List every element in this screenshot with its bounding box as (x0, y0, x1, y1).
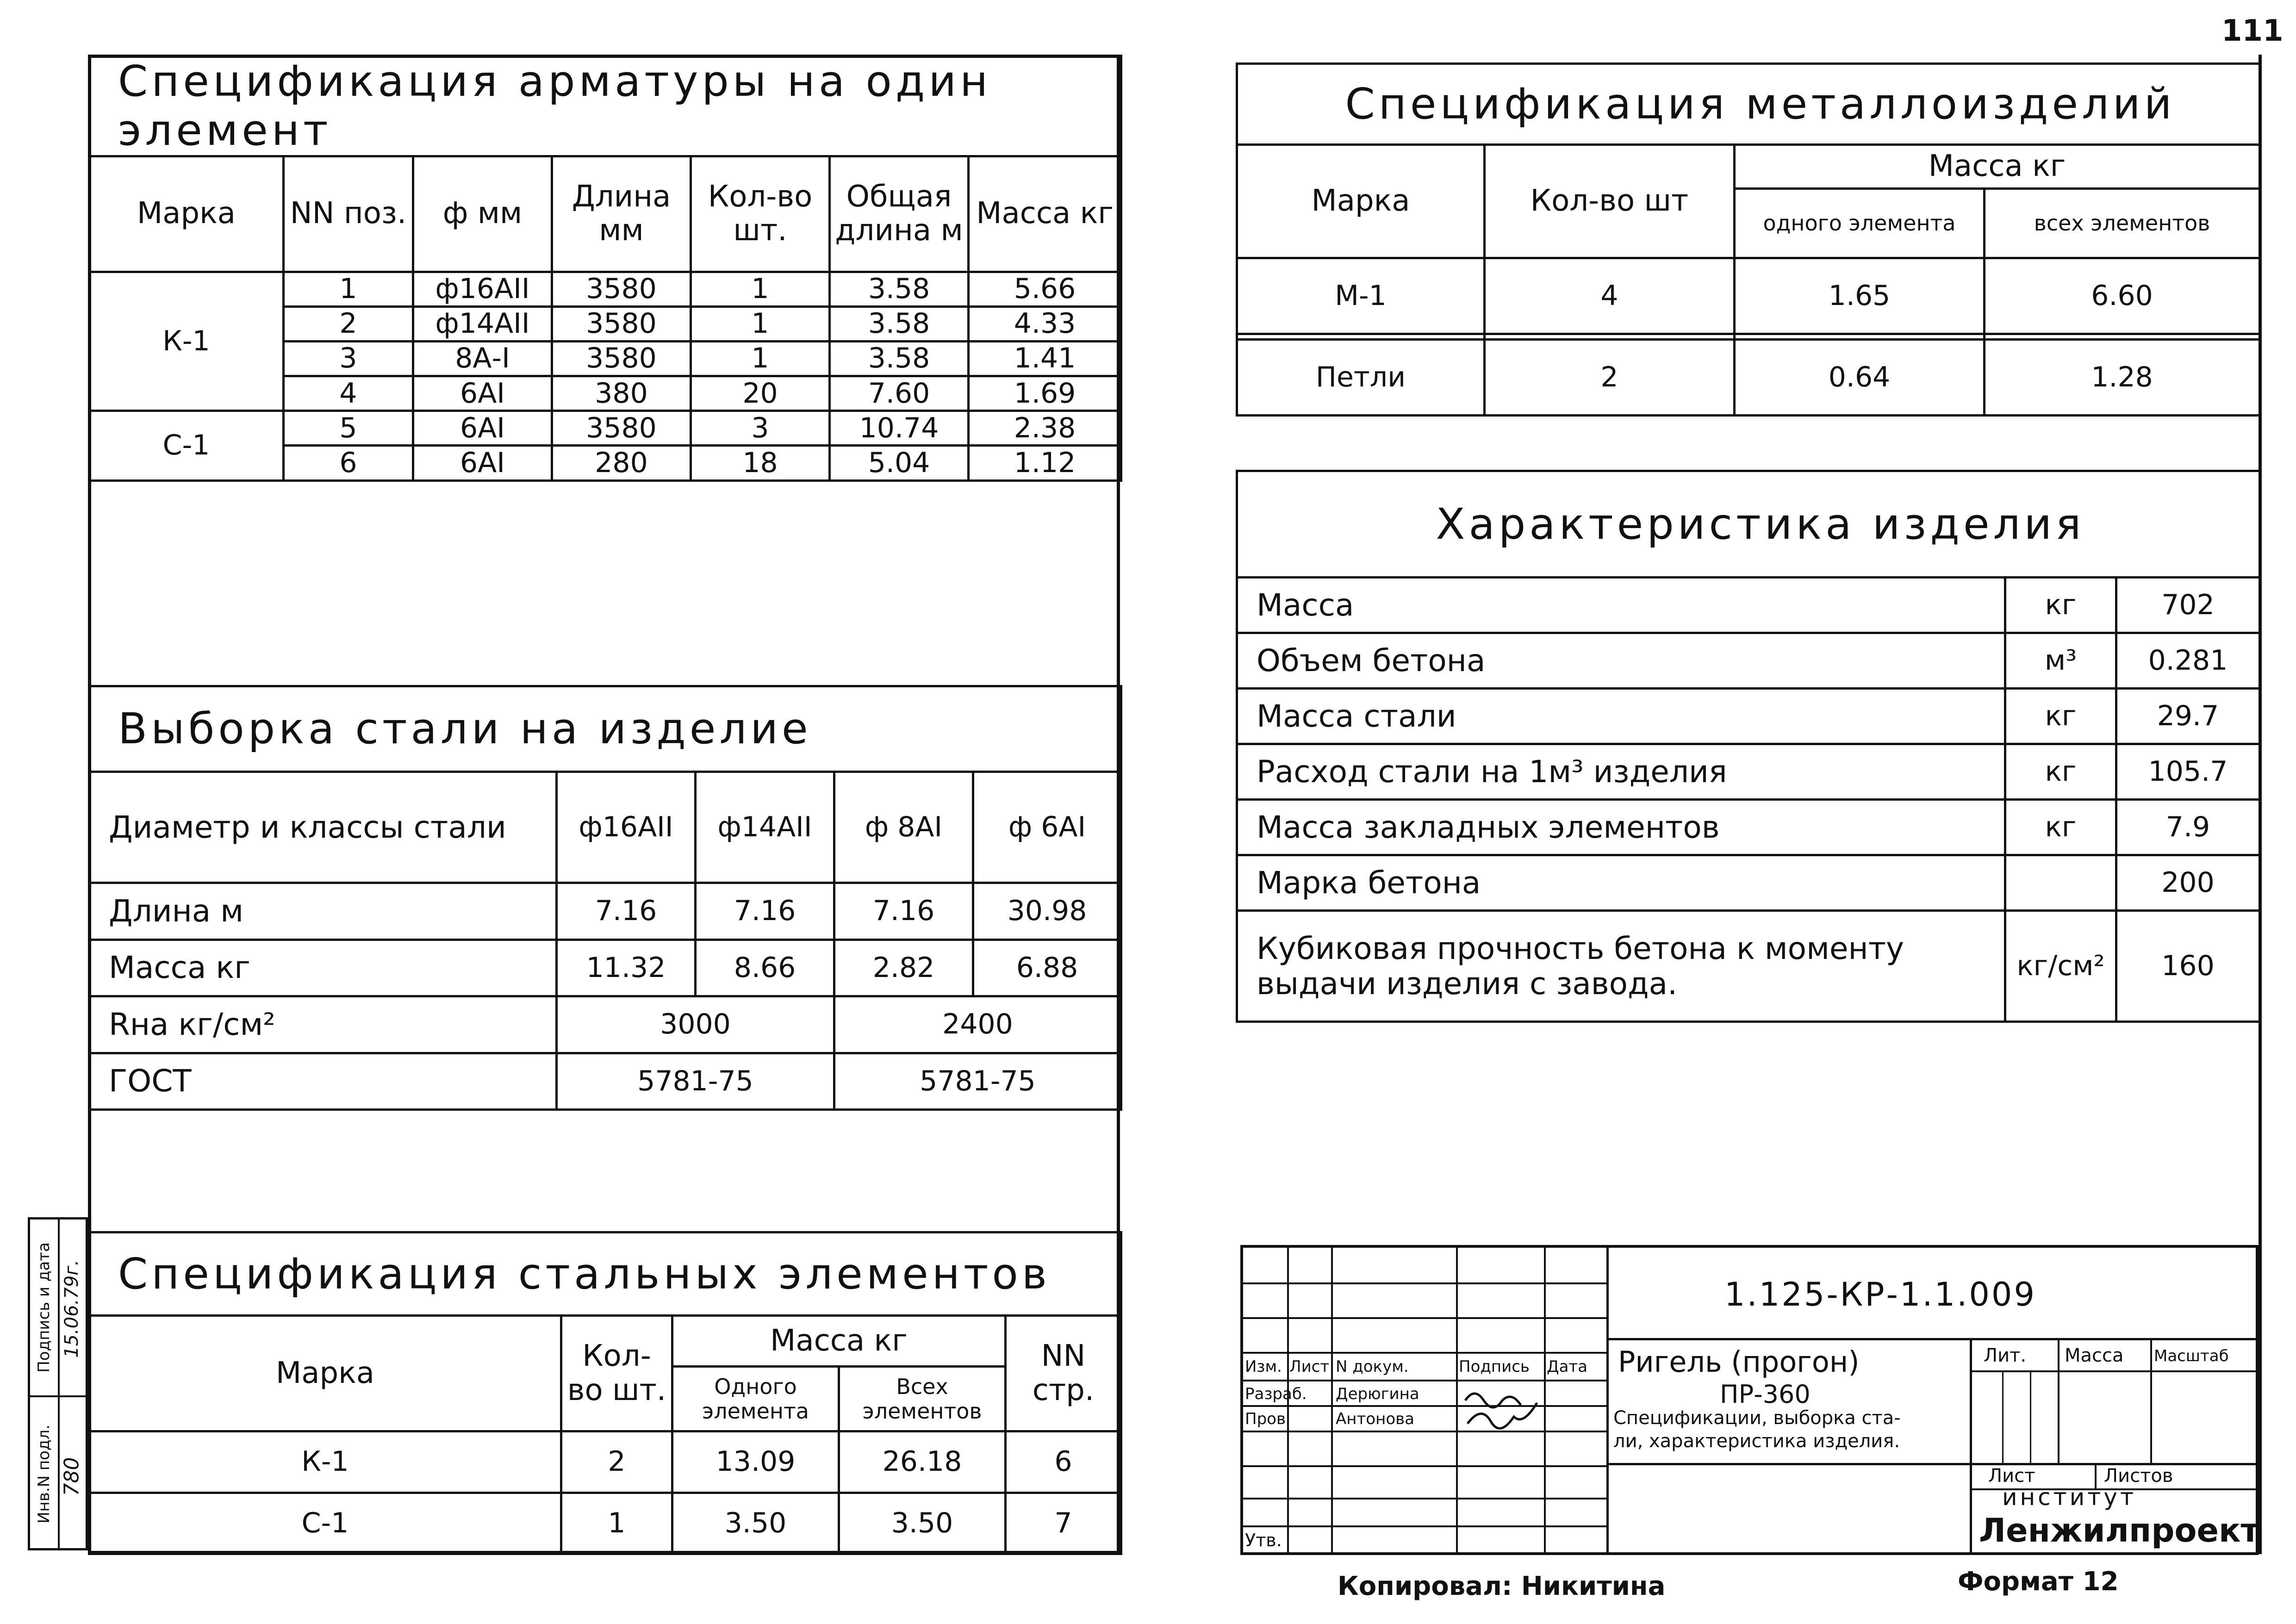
cell-all: 1.28 (1985, 339, 2260, 415)
cell-dia: ф16АII (413, 272, 552, 306)
title-block (1240, 1245, 2259, 1555)
char-value: 200 (2116, 855, 2260, 911)
cell-length: 3580 (552, 272, 691, 306)
cell-one: 3.50 (672, 1493, 839, 1554)
cell-mass: 2.38 (969, 411, 1121, 446)
cell-r: 3000 (557, 996, 834, 1053)
char-unit: кг/см² (2005, 911, 2116, 1022)
cell-total: 3.58 (830, 341, 969, 376)
razrab-name: Дерюгина (1336, 1385, 1419, 1403)
char-unit: кг (2005, 744, 2116, 800)
cell-length: 280 (552, 446, 691, 480)
cell-length: 30.98 (973, 883, 1121, 940)
sheet-title-line1: Спецификации, выборка ста- (1613, 1407, 1901, 1429)
rebar-spec-table (88, 55, 1120, 583)
table-row (89, 411, 1121, 446)
char-name: Марка бетона (1237, 855, 2005, 911)
col-date: Дата (1547, 1357, 1588, 1376)
char-value: 702 (2116, 578, 2260, 633)
cell-r: 2400 (834, 996, 1121, 1053)
col-one: одного элемента (1735, 189, 1985, 258)
cell-pos: 1 (284, 272, 413, 306)
table-row (89, 272, 1121, 306)
cell-mass: 1.12 (969, 446, 1121, 480)
table-row (1237, 911, 2260, 1022)
cell-mark: Петли (1237, 339, 1485, 415)
cell-mark: М-1 (1237, 258, 1485, 334)
col-dia: ф 8АI (834, 772, 973, 883)
char-name: Кубиковая прочность бетона к моменту выдачи изделия с завода. (1237, 911, 2005, 1022)
cell-dia: 6АI (413, 376, 552, 411)
col-qty: Кол-во шт. (561, 1316, 672, 1431)
steel-elements-title: Спецификация стальных элементов (89, 1232, 1121, 1316)
cell-one (1735, 334, 1985, 339)
table-row (89, 940, 1121, 996)
organization-name: Ленжилпроект (1979, 1512, 2260, 1549)
table-row (89, 883, 1121, 940)
col-diameter: ф мм (413, 156, 552, 272)
paper-format: Формат 12 (1958, 1567, 2119, 1597)
char-name: Объем бетона (1237, 633, 2005, 689)
cell-all (1985, 334, 2260, 339)
group-mark: К-1 (89, 272, 284, 411)
char-unit (2005, 855, 2116, 911)
sheet-label: Лист (1988, 1465, 2035, 1487)
copied-by: Копировал: Никитина (1338, 1571, 1666, 1601)
sheet-number: 111 (2221, 14, 2284, 48)
col-total-length: Общая длина м (830, 156, 969, 272)
col-sign: Подпись (1459, 1357, 1530, 1376)
revision-grid (1243, 1248, 1609, 1552)
cell-mass: 4.33 (969, 306, 1121, 341)
sheet-title-line2: ли, характеристика изделия. (1613, 1431, 1900, 1452)
char-name: Масса закладных элементов (1237, 800, 2005, 855)
cell-page: 6 (1006, 1431, 1121, 1493)
cell-all: 26.18 (839, 1431, 1006, 1493)
char-name: Масса стали (1237, 689, 2005, 744)
cell-mark (1237, 334, 1485, 339)
group-mark: С-1 (89, 411, 284, 480)
characteristics-table (1236, 470, 2259, 1023)
table-row (1237, 744, 2260, 800)
cell-dia: 8А-I (413, 341, 552, 376)
mass-label: Масса (2065, 1345, 2124, 1366)
cell-qty: 1 (561, 1493, 672, 1554)
table-row (89, 996, 1121, 1053)
product-code: ПР-360 (1720, 1380, 1811, 1409)
cell-one: 0.64 (1735, 339, 1985, 415)
char-unit: кг (2005, 578, 2116, 633)
col-izm: Изм. (1245, 1357, 1282, 1376)
r-label: Rна кг/см² (89, 996, 557, 1053)
cell-mass: 1.41 (969, 341, 1121, 376)
mass-label: Масса кг (89, 940, 557, 996)
table-row (1237, 855, 2260, 911)
table-row (1237, 689, 2260, 744)
cell-length: 7.16 (834, 883, 973, 940)
cell-mark: С-1 (89, 1493, 561, 1554)
steel-elements-table (88, 1231, 1120, 1555)
cell-length: 7.16 (557, 883, 696, 940)
cell-mass: 1.69 (969, 376, 1121, 411)
char-value: 7.9 (2116, 800, 2260, 855)
col-dia: ф16АII (557, 772, 696, 883)
cell-total: 3.58 (830, 272, 969, 306)
cell-qty: 2 (1485, 339, 1735, 415)
cell-pos: 5 (284, 411, 413, 446)
diameter-class-label: Диаметр и классы стали (89, 772, 557, 883)
cell-pos: 2 (284, 306, 413, 341)
razrab-label: Разраб. (1245, 1385, 1307, 1403)
char-value: 105.7 (2116, 744, 2260, 800)
col-page: NN стр. (1006, 1316, 1121, 1431)
cell-mass: 11.32 (557, 940, 696, 996)
char-value: 29.7 (2116, 689, 2260, 744)
col-mass-group: Масса кг (672, 1316, 1006, 1367)
cell-pos: 4 (284, 376, 413, 411)
sign-date-label: Подпись и дата (35, 1242, 53, 1373)
steel-selection-title: Выборка стали на изделие (89, 686, 1121, 772)
cell-mass: 8.66 (696, 940, 834, 996)
table-row (89, 1053, 1121, 1110)
cell-total: 7.60 (830, 376, 969, 411)
product-name: Ригель (прогон) (1618, 1345, 1860, 1379)
cell-all: 6.60 (1985, 258, 2260, 334)
table-row (1237, 800, 2260, 855)
cell-qty: 3 (691, 411, 830, 446)
col-qty: Кол-во шт. (691, 156, 830, 272)
col-dia: ф14АII (696, 772, 834, 883)
col-pos: NN поз. (284, 156, 413, 272)
cell-gost: 5781-75 (557, 1053, 834, 1110)
cell-gost: 5781-75 (834, 1053, 1121, 1110)
col-mass-group: Масса кг (1735, 145, 2260, 189)
col-list: Лист (1289, 1357, 1330, 1376)
cell-page: 7 (1006, 1493, 1121, 1554)
prov-label: Пров (1245, 1410, 1286, 1428)
col-all: всех элементов (1985, 189, 2260, 258)
char-unit: м³ (2005, 633, 2116, 689)
cell-length: 7.16 (696, 883, 834, 940)
prov-name: Антонова (1336, 1410, 1414, 1428)
institute-label: институт (2002, 1484, 2137, 1511)
lit-label: Лит. (1984, 1345, 2027, 1366)
table-row (1237, 578, 2260, 633)
cell-length: 3580 (552, 341, 691, 376)
cell-qty: 4 (1485, 258, 1735, 334)
cell-mass: 5.66 (969, 272, 1121, 306)
col-dia: ф 6АI (973, 772, 1121, 883)
cell-qty (1485, 334, 1735, 339)
cell-mass: 2.82 (834, 940, 973, 996)
utv-label: Утв. (1245, 1530, 1282, 1550)
sign-date-value: 15.06.79г. (61, 1260, 82, 1358)
table-row (1237, 258, 2260, 334)
col-mark: Марка (89, 156, 284, 272)
gost-label: ГОСТ (89, 1053, 557, 1110)
inv-number-label: Инв.N подл. (35, 1425, 53, 1524)
col-mark: Марка (89, 1316, 561, 1431)
char-value: 0.281 (2116, 633, 2260, 689)
cell-mark: К-1 (89, 1431, 561, 1493)
cell-all: 3.50 (839, 1493, 1006, 1554)
side-stamp (28, 1217, 88, 1550)
char-unit: кг (2005, 800, 2116, 855)
metal-spec-title: Спецификация металлоизделий (1237, 64, 2260, 145)
table-row (1237, 339, 2260, 415)
inv-number-value: 780 (60, 1457, 84, 1496)
table-row (1237, 633, 2260, 689)
col-mark: Марка (1237, 145, 1485, 258)
cell-pos: 3 (284, 341, 413, 376)
table-row (89, 1493, 1121, 1554)
cell-length: 3580 (552, 411, 691, 446)
steel-selection-table (88, 685, 1120, 1111)
cell-pos: 6 (284, 446, 413, 480)
cell-length: 3580 (552, 306, 691, 341)
rebar-spec-title: Спецификация арматуры на один элемент (89, 56, 1121, 156)
sheets-label: Листов (2104, 1465, 2173, 1487)
col-doc: N докум. (1336, 1357, 1409, 1376)
cell-mass: 6.88 (973, 940, 1121, 996)
cell-one: 13.09 (672, 1431, 839, 1493)
cell-total: 3.58 (830, 306, 969, 341)
char-value: 160 (2116, 911, 2260, 1022)
cell-qty: 1 (691, 272, 830, 306)
cell-dia: 6АI (413, 446, 552, 480)
scale-label: Масштаб (2154, 1347, 2229, 1365)
char-unit: кг (2005, 689, 2116, 744)
cell-qty: 1 (691, 341, 830, 376)
char-name: Масса (1237, 578, 2005, 633)
cell-total: 10.74 (830, 411, 969, 446)
col-length: Длина мм (552, 156, 691, 272)
col-one: Одного элемента (672, 1367, 839, 1431)
table-row (89, 1431, 1121, 1493)
characteristics-title: Характеристика изделия (1237, 471, 2260, 578)
cell-length: 380 (552, 376, 691, 411)
col-mass: Масса кг (969, 156, 1121, 272)
document-code: 1.125-КР-1.1.009 (1724, 1276, 2037, 1313)
cell-qty: 1 (691, 306, 830, 341)
cell-dia: ф14АII (413, 306, 552, 341)
col-qty: Кол-во шт (1485, 145, 1735, 258)
col-all: Всех элементов (839, 1367, 1006, 1431)
length-label: Длина м (89, 883, 557, 940)
char-name: Расход стали на 1м³ изделия (1237, 744, 2005, 800)
cell-qty: 2 (561, 1431, 672, 1493)
table-row (1237, 334, 2260, 339)
signatures (1461, 1382, 1544, 1433)
metal-spec-table (1236, 62, 2259, 417)
cell-qty: 18 (691, 446, 830, 480)
cell-dia: 6АI (413, 411, 552, 446)
cell-total: 5.04 (830, 446, 969, 480)
cell-qty: 20 (691, 376, 830, 411)
cell-one: 1.65 (1735, 258, 1985, 334)
